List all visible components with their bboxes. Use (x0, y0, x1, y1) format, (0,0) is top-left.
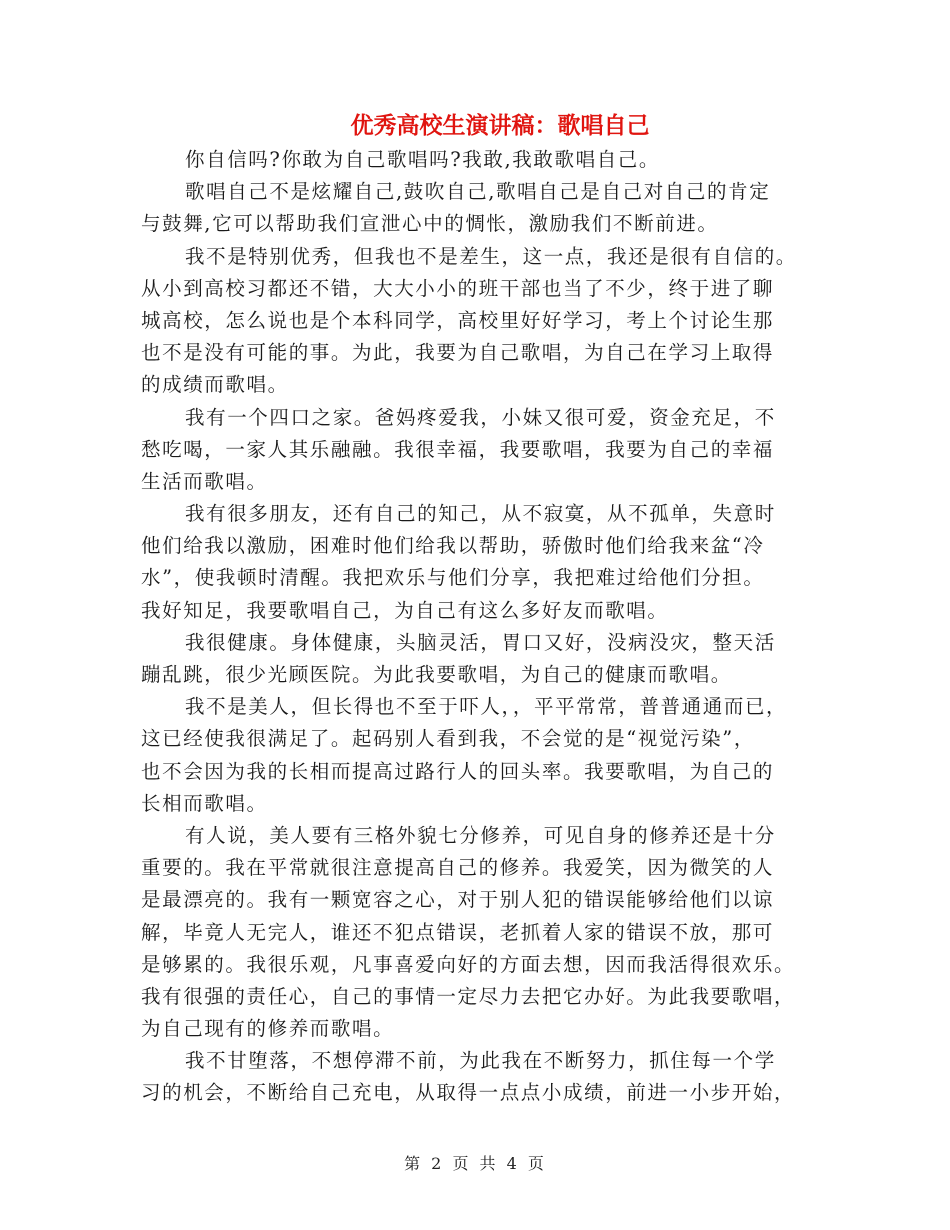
text-line: 这已经使我很满足了。起码别人看到我，不会觉的是“视觉污染”， (141, 727, 755, 751)
text-line: 我很健康。身体健康，头脑灵活，胃口又好，没病没灾，整天活 (185, 630, 776, 654)
text-line: 他们给我以激励，困难时他们给我以帮助，骄傲时他们给我来盆“冷 (141, 534, 765, 558)
text-line: 是最漂亮的。我有一颗宽容之心，对于别人犯的错误能够给他们以谅 (141, 888, 775, 912)
page-footer: 第 2 页 共 4 页 (404, 1154, 546, 1173)
text-line: 从小到高校习都还不错，大大小小的班干部也当了不少，终于进了聊 (141, 276, 775, 300)
text-line: 也不是没有可能的事。为此，我要为自己歌唱，为自己在学习上取得 (141, 341, 775, 365)
text-line: 我不甘堕落，不想停滞不前，为此我在不断努力，抓住每一个学 (185, 1049, 776, 1073)
text-line: 蹦乱跳，很少光顾医院。为此我要歌唱，为自己的健康而歌唱。 (141, 663, 732, 686)
text-line: 我有很强的责任心，自己的事情一定尽力去把它办好。为此我要歌唱， (141, 984, 796, 1008)
text-line: 我有一个四口之家。爸妈疼爱我，小妹又很可爱，资金充足，不 (185, 405, 776, 429)
text-line: 我不是特别优秀，但我也不是差生，这一点，我还是很有自信的。 (185, 244, 797, 268)
text-line: 习的机会，不断给自己充电，从取得一点点小成绩，前进一小步开始， (141, 1081, 796, 1105)
text-line: 解，毕竟人无完人，谁还不犯点错误，老抓着人家的错误不放，那可 (141, 920, 775, 944)
text-line: 水”，使我顿时清醒。我把欢乐与他们分享，我把难过给他们分担。 (141, 566, 765, 590)
document-body (141, 144, 801, 1110)
text-line: 我不是美人，但长得也不至于吓人，，平平常常，普普通通而已， (185, 695, 788, 719)
text-line: 是够累的。我很乐观，凡事喜爱向好的方面去想，因而我活得很欢乐。 (141, 952, 796, 976)
page-title: 优秀高校生演讲稿：歌唱自己 (350, 113, 650, 139)
text-line: 为自己现有的修养而歌唱。 (141, 1017, 395, 1041)
text-line: 愁吃喝，一家人其乐融融。我很幸福，我要歌唱，我要为自己的幸福 (141, 437, 775, 461)
text-line: 也不会因为我的长相而提高过路行人的回头率。我要歌唱，为自己的 (141, 759, 775, 783)
text-line: 歌唱自己不是炫耀自己,鼓吹自己,歌唱自己是自己对自己的肯定 (185, 180, 771, 204)
text-line: 我好知足，我要歌唱自己，为自己有这么多好友而歌唱。 (141, 598, 669, 622)
text-line: 我有很多朋友，还有自己的知己，从不寂寞，从不孤单，失意时 (185, 502, 776, 526)
text-line: 城高校，怎么说也是个本科同学，高校里好好学习，考上个讨论生那 (141, 308, 775, 332)
text-line: 生活而歌唱。 (141, 469, 268, 493)
text-line: 重要的。我在平常就很注意提高自己的修养。我爱笑，因为微笑的人 (141, 856, 775, 880)
text-line: 有人说，美人要有三格外貌七分修养，可见自身的修养还是十分 (185, 823, 776, 847)
text-line: 的成绩而歌唱。 (141, 373, 289, 397)
text-line: 长相而歌唱。 (141, 791, 268, 815)
text-line: 与鼓舞,它可以帮助我们宣泄心中的惆怅，激励我们不断前进。 (141, 212, 719, 236)
text-line: 你自信吗?你敢为自己歌唱吗?我敢,我敢歌唱自己。 (185, 148, 661, 171)
